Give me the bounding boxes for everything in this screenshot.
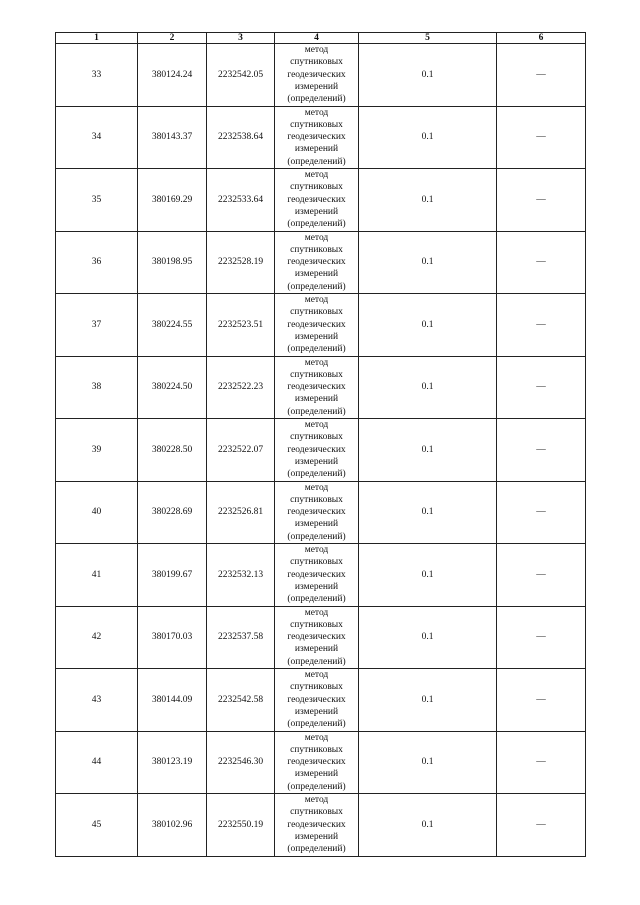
method-cell (275, 294, 359, 357)
table-row (56, 669, 586, 732)
table-row (56, 606, 586, 669)
method-line: (определений) (287, 406, 346, 417)
x-coordinate-cell: 380102.96 (138, 794, 207, 857)
accuracy-cell: 0.1 (359, 419, 497, 482)
y-coordinate-cell: 2232546.30 (207, 731, 275, 794)
method-line: измерений (294, 769, 339, 780)
y-coordinate-cell: 2232538.64 (207, 106, 275, 169)
y-coordinate-cell: 2232522.23 (207, 356, 275, 419)
point-number-cell: 44 (56, 731, 138, 794)
x-coordinate-cell: 380228.50 (138, 419, 207, 482)
accuracy-cell: 0.1 (359, 169, 497, 232)
method-line: спутниковых (290, 57, 343, 68)
x-coordinate-cell: 380224.55 (138, 294, 207, 357)
method-cell (275, 606, 359, 669)
point-number-cell: 40 (56, 481, 138, 544)
note-cell: — (497, 419, 586, 482)
method-line: геодезических (287, 69, 346, 80)
header-col-1: 1 (56, 33, 138, 44)
table-row (56, 294, 586, 357)
x-coordinate-cell: 380224.50 (138, 356, 207, 419)
method-line: (определений) (287, 594, 346, 605)
method-line: геодезических (287, 194, 346, 205)
method-line: спутниковых (290, 807, 343, 818)
method-line: геодезических (287, 507, 346, 518)
method-line: спутниковых (290, 557, 343, 568)
method-line: (определений) (287, 156, 346, 167)
method-line: (определений) (287, 219, 346, 230)
method-line: геодезических (287, 632, 346, 643)
point-number-cell: 34 (56, 106, 138, 169)
method-line: метод (304, 732, 329, 743)
point-number-cell: 33 (56, 44, 138, 107)
table-header (56, 33, 586, 44)
table-body (56, 44, 586, 857)
method-line: (определений) (287, 781, 346, 792)
header-col-5: 5 (359, 33, 497, 44)
method-line: (определений) (287, 94, 346, 105)
method-line: измерений (294, 706, 339, 717)
accuracy-cell: 0.1 (359, 731, 497, 794)
x-coordinate-cell: 380124.24 (138, 44, 207, 107)
method-line: геодезических (287, 757, 346, 768)
note-cell: — (497, 794, 586, 857)
method-line: (определений) (287, 719, 346, 730)
accuracy-cell: 0.1 (359, 794, 497, 857)
method-line: спутниковых (290, 369, 343, 380)
table-row (56, 169, 586, 232)
table-row (56, 44, 586, 107)
method-cell (275, 106, 359, 169)
x-coordinate-cell: 380169.29 (138, 169, 207, 232)
method-line: метод (304, 670, 329, 680)
method-cell (275, 419, 359, 482)
table-row (56, 419, 586, 482)
point-number-cell: 39 (56, 419, 138, 482)
method-line: геодезических (287, 694, 346, 705)
y-coordinate-cell: 2232542.58 (207, 669, 275, 732)
note-cell: — (497, 669, 586, 732)
point-number-cell: 41 (56, 544, 138, 607)
method-line: спутниковых (290, 744, 343, 755)
method-line: геодезических (287, 382, 346, 393)
method-line: (определений) (287, 656, 346, 667)
point-number-cell: 37 (56, 294, 138, 357)
accuracy-cell: 0.1 (359, 669, 497, 732)
y-coordinate-cell: 2232522.07 (207, 419, 275, 482)
method-line: метод (304, 357, 329, 368)
y-coordinate-cell: 2232532.13 (207, 544, 275, 607)
accuracy-cell: 0.1 (359, 44, 497, 107)
method-line: (определений) (287, 531, 346, 542)
note-cell: — (497, 544, 586, 607)
method-line: измерений (294, 81, 339, 92)
method-line: спутниковых (290, 244, 343, 255)
note-cell: — (497, 44, 586, 107)
method-cell (275, 544, 359, 607)
y-coordinate-cell: 2232533.64 (207, 169, 275, 232)
method-line: геодезических (287, 444, 346, 455)
method-line: геодезических (287, 819, 346, 830)
x-coordinate-cell: 380199.67 (138, 544, 207, 607)
accuracy-cell: 0.1 (359, 481, 497, 544)
method-line: метод (304, 45, 329, 55)
method-line: измерений (294, 831, 339, 842)
method-line: геодезических (287, 319, 346, 330)
table-row (56, 544, 586, 607)
table-row (56, 731, 586, 794)
x-coordinate-cell: 380123.19 (138, 731, 207, 794)
method-line: измерений (294, 519, 339, 530)
method-line: (определений) (287, 344, 346, 355)
y-coordinate-cell: 2232528.19 (207, 231, 275, 294)
method-line: измерений (294, 331, 339, 342)
method-line: метод (304, 232, 329, 243)
method-cell (275, 169, 359, 232)
y-coordinate-cell: 2232523.51 (207, 294, 275, 357)
note-cell: — (497, 356, 586, 419)
method-line: (определений) (287, 844, 346, 855)
table-row (56, 356, 586, 419)
method-line: метод (304, 295, 329, 305)
point-number-cell: 35 (56, 169, 138, 232)
method-line: геодезических (287, 569, 346, 580)
x-coordinate-cell: 380143.37 (138, 106, 207, 169)
table-row (56, 481, 586, 544)
method-line: спутниковых (290, 307, 343, 318)
point-number-cell: 36 (56, 231, 138, 294)
table-row (56, 231, 586, 294)
method-line: метод (304, 795, 329, 805)
point-number-cell: 43 (56, 669, 138, 732)
accuracy-cell: 0.1 (359, 606, 497, 669)
accuracy-cell: 0.1 (359, 544, 497, 607)
y-coordinate-cell: 2232537.58 (207, 606, 275, 669)
header-col-6: 6 (497, 33, 586, 44)
method-line: спутниковых (290, 432, 343, 443)
method-cell (275, 356, 359, 419)
method-line: метод (304, 107, 329, 118)
method-line: спутниковых (290, 494, 343, 505)
method-line: спутниковых (290, 182, 343, 193)
method-line: измерений (294, 269, 339, 280)
table-row (56, 794, 586, 857)
x-coordinate-cell: 380228.69 (138, 481, 207, 544)
note-cell: — (497, 106, 586, 169)
method-line: измерений (294, 394, 339, 405)
method-cell (275, 669, 359, 732)
method-line: геодезических (287, 132, 346, 143)
y-coordinate-cell: 2232542.05 (207, 44, 275, 107)
method-line: геодезических (287, 257, 346, 268)
method-cell (275, 731, 359, 794)
accuracy-cell: 0.1 (359, 231, 497, 294)
method-line: метод (304, 545, 329, 555)
method-cell (275, 481, 359, 544)
method-line: измерений (294, 644, 339, 655)
method-line: метод (304, 607, 329, 618)
table-row (56, 106, 586, 169)
method-line: измерений (294, 206, 339, 217)
coordinates-table (55, 32, 586, 857)
note-cell: — (497, 294, 586, 357)
header-row (56, 33, 586, 44)
point-number-cell: 42 (56, 606, 138, 669)
note-cell: — (497, 169, 586, 232)
y-coordinate-cell: 2232526.81 (207, 481, 275, 544)
header-col-2: 2 (138, 33, 207, 44)
x-coordinate-cell: 380144.09 (138, 669, 207, 732)
x-coordinate-cell: 380170.03 (138, 606, 207, 669)
accuracy-cell: 0.1 (359, 106, 497, 169)
note-cell: — (497, 606, 586, 669)
method-line: метод (304, 482, 329, 493)
note-cell: — (497, 231, 586, 294)
note-cell: — (497, 481, 586, 544)
method-line: метод (304, 420, 329, 430)
x-coordinate-cell: 380198.95 (138, 231, 207, 294)
method-line: спутниковых (290, 682, 343, 693)
method-cell (275, 44, 359, 107)
method-line: измерений (294, 456, 339, 467)
method-line: метод (304, 170, 329, 180)
point-number-cell: 38 (56, 356, 138, 419)
note-cell: — (497, 731, 586, 794)
header-col-4: 4 (275, 33, 359, 44)
method-line: спутниковых (290, 119, 343, 130)
y-coordinate-cell: 2232550.19 (207, 794, 275, 857)
method-line: измерений (294, 144, 339, 155)
accuracy-cell: 0.1 (359, 356, 497, 419)
point-number-cell: 45 (56, 794, 138, 857)
method-line: (определений) (287, 281, 346, 292)
method-line: (определений) (287, 469, 346, 480)
method-cell (275, 231, 359, 294)
method-cell (275, 794, 359, 857)
header-col-3: 3 (207, 33, 275, 44)
accuracy-cell: 0.1 (359, 294, 497, 357)
method-line: измерений (294, 581, 339, 592)
method-line: спутниковых (290, 619, 343, 630)
